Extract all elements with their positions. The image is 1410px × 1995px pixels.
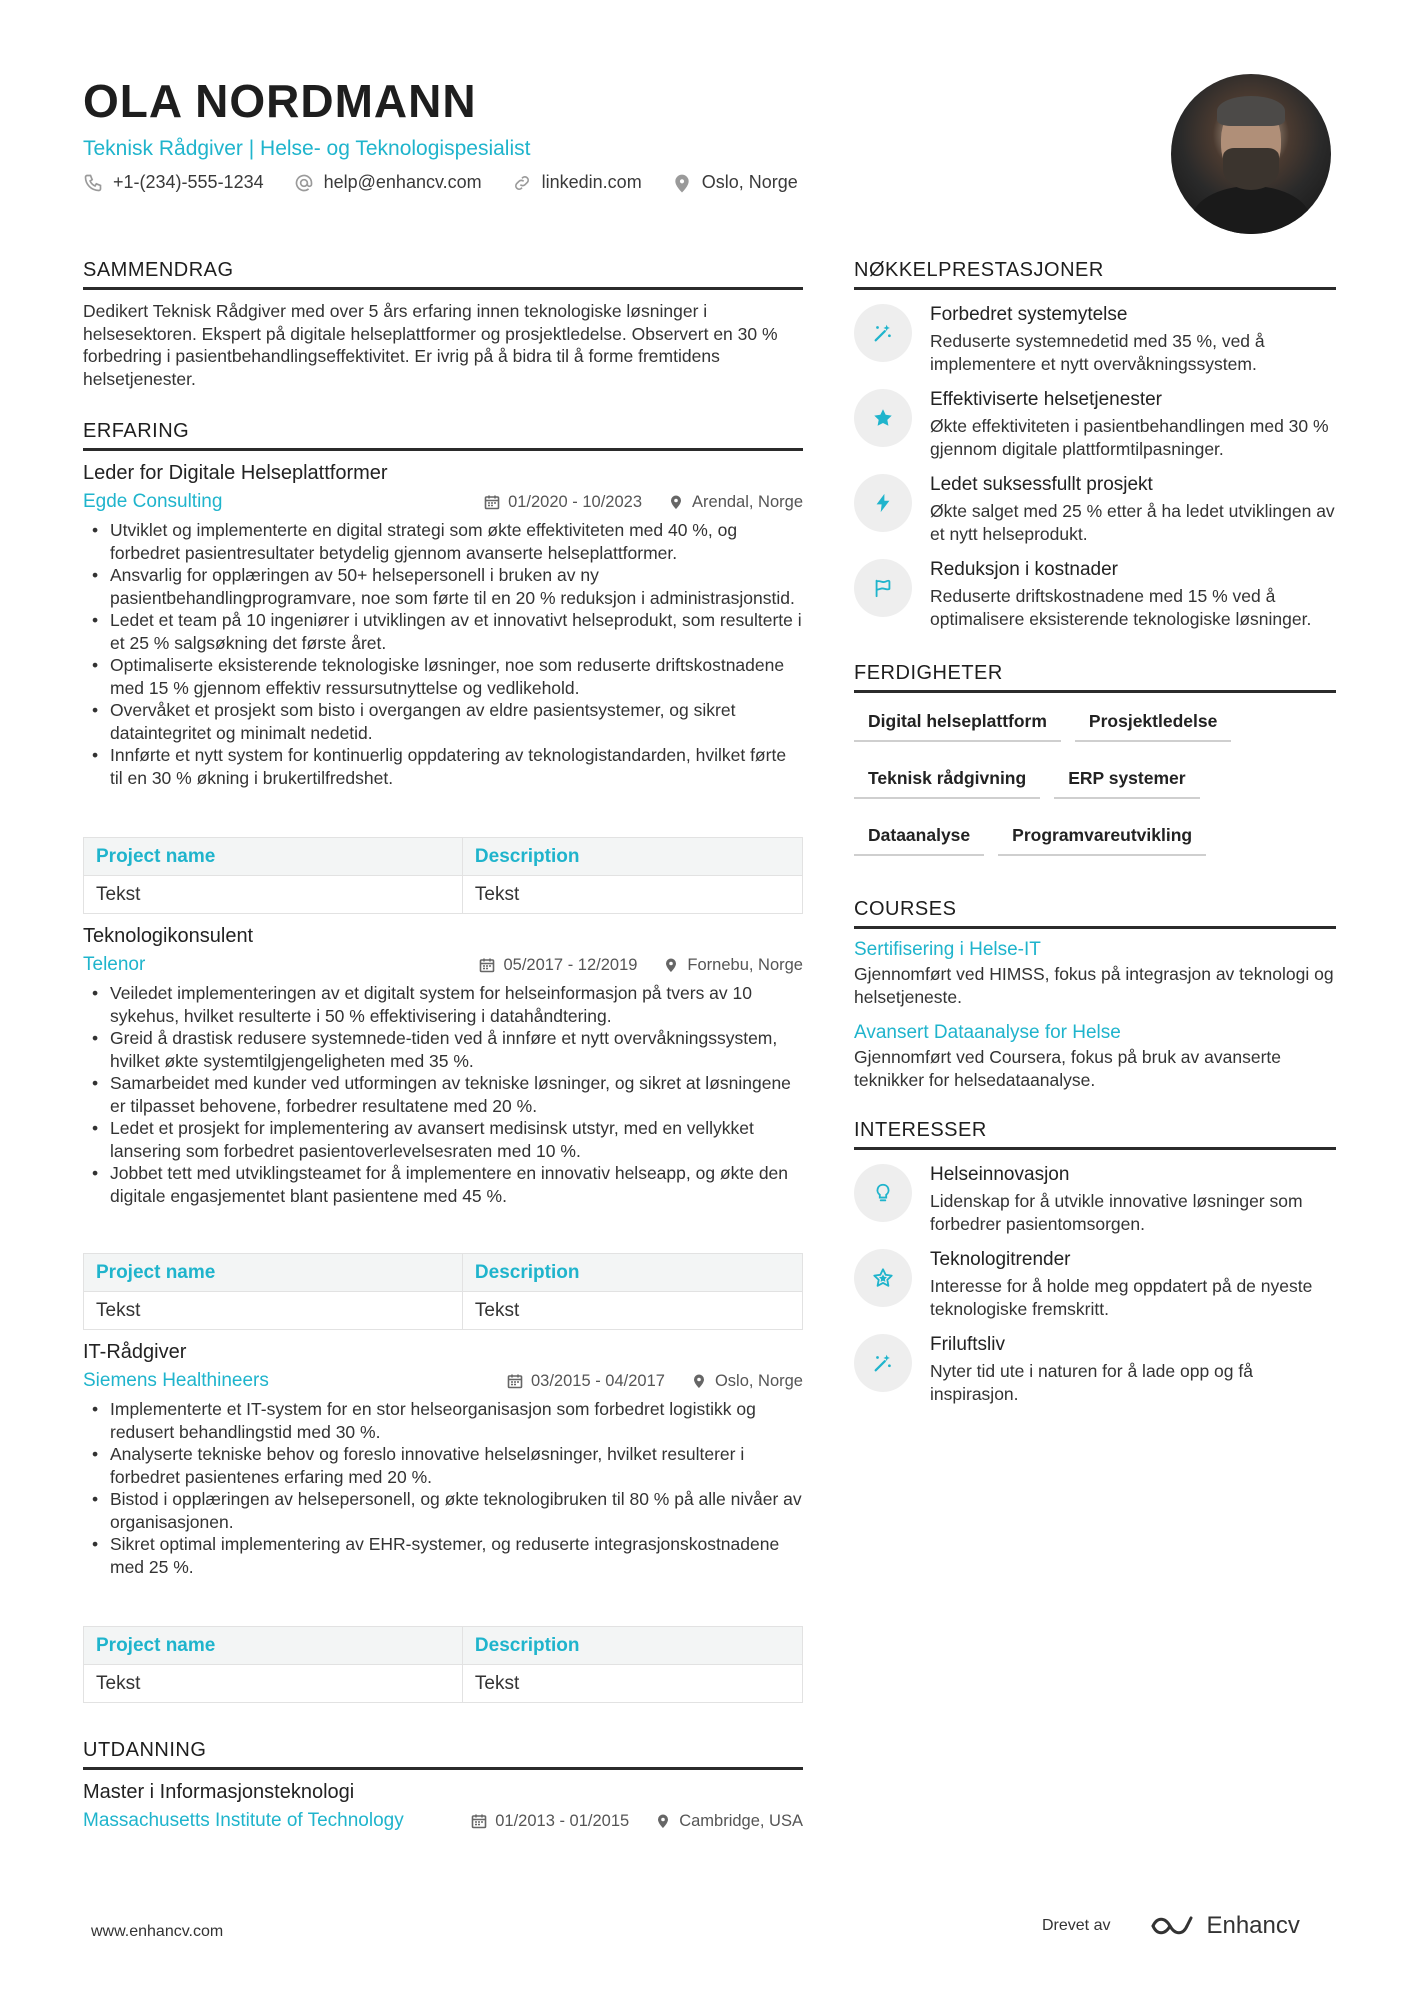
skill-tag: ERP systemer [1054, 764, 1199, 799]
job-bullets [83, 1398, 803, 1578]
project-description-header: Description [462, 1254, 802, 1292]
location-contact [672, 172, 798, 193]
job-meta [83, 952, 803, 978]
project-name-cell: Tekst [84, 1292, 463, 1330]
job-location: Fornebu, Norge [663, 952, 803, 978]
project-description-cell: Tekst [462, 1292, 802, 1330]
star-icon [854, 389, 912, 447]
magic-wand-icon [854, 1334, 912, 1392]
skill-list [854, 707, 1336, 856]
interest-title: Friluftsliv [930, 1334, 1005, 1355]
course-item [854, 1020, 1336, 1091]
skills-heading: FERDIGHETER [854, 660, 1336, 693]
achievement-item [854, 387, 1336, 460]
school-name: Massachusetts Institute of Technology [83, 1810, 404, 1831]
course-list [854, 937, 1336, 1091]
location-text: Oslo, Norge [701, 172, 798, 192]
enhancv-logo-text: Enhancv [1206, 1912, 1300, 1939]
interests-heading: INTERESSER [854, 1117, 1336, 1150]
project-name-header: Project name [84, 1627, 463, 1665]
achievements-heading: NØKKELPRESTASJONER [854, 257, 1336, 290]
education-heading: UTDANNING [83, 1737, 803, 1770]
project-table-header [84, 838, 803, 876]
job-bullet: • Innførte et nytt system for kontinuerlig oppdatering av teknologistandarden, hvilket førte til en 30 % økning i brukertilfredshet. [83, 744, 803, 789]
location-pin-icon [691, 1373, 707, 1389]
achievement-description: Økte salget med 25 % etter å ha ledet utviklingen av et nytt helseprodukt. [930, 501, 1335, 544]
project-table-row [84, 876, 803, 914]
calendar-icon [507, 1373, 523, 1389]
profile-photo [1171, 74, 1331, 234]
achievement-description: Reduserte driftskostnadene med 15 % ved å optimalisere eksisterende teknologiske løsninger. [930, 586, 1312, 629]
course-description: Gjennomført ved HIMSS, fokus på integrasjon av teknologi og helsetjeneste. [854, 964, 1334, 1007]
course-title: Sertifisering i Helse-IT [854, 939, 1041, 960]
job-bullets [83, 982, 803, 1207]
interest-list [854, 1162, 1336, 1405]
achievements-section [854, 257, 1336, 630]
enhancv-logo[interactable] [1150, 1912, 1299, 1940]
project-description-cell: Tekst [462, 1665, 802, 1703]
candidate-name: OLA NORDMANN [83, 75, 477, 127]
calendar-icon [471, 1813, 487, 1829]
project-table [83, 1253, 803, 1330]
contact-row [83, 172, 1143, 193]
job-title: IT-Rådgiver [83, 1341, 187, 1363]
phone-icon [83, 173, 103, 193]
job-meta [83, 489, 803, 515]
project-table-row [84, 1665, 803, 1703]
job-bullet: • Utviklet og implementerte en digital strategi som økte effektiviteten med 40 %, og forbedret pasientresultater betydelig gjennom avanserte helseplattformer. [83, 519, 803, 564]
project-table-header [84, 1627, 803, 1665]
education-meta [83, 1808, 803, 1834]
star-badge-icon [854, 1249, 912, 1307]
candidate-subtitle: Teknisk Rådgiver | Helse- og Teknologispesialist [83, 137, 531, 160]
achievement-title: Effektiviserte helsetjenester [930, 389, 1162, 410]
education-section [83, 1737, 803, 1834]
job-dates: 03/2015 - 04/2017 [507, 1368, 665, 1394]
project-name-header: Project name [84, 1254, 463, 1292]
company-name: Siemens Healthineers [83, 1370, 269, 1391]
job-bullet: • Implementerte et IT-system for en stor helseorganisasjon som forbedret logistikk og redusert behandlingstid med 30 %. [83, 1398, 803, 1443]
company-name: Telenor [83, 954, 146, 975]
calendar-icon [479, 957, 495, 973]
job-bullet: • Analyserte tekniske behov og foreslo innovative helseløsninger, hvilket resulterer i forbedret pasientenes erfaring med 20 %. [83, 1443, 803, 1488]
linkedin-text: linkedin.com [541, 172, 642, 192]
skill-tag: Dataanalyse [854, 821, 984, 856]
job-bullet: • Greid å drastisk redusere systemnede-tiden ved å innføre et nytt overvåkningssystem, hvilket økte systemtilgjengeligheten med 35 %. [83, 1027, 803, 1072]
course-title: Avansert Dataanalyse for Helse [854, 1022, 1121, 1043]
job-dates: 01/2020 - 10/2023 [484, 489, 642, 515]
achievement-item [854, 472, 1336, 545]
job-bullet: • Veiledet implementeringen av et digitalt system for helseinformasjon på tvers av 10 sykehus, hvilket resulterte i 50 % effektivisering i datahåndtering. [83, 982, 803, 1027]
job-location: Oslo, Norge [691, 1368, 803, 1394]
job-list [83, 459, 803, 1703]
interest-description: Nyter tid ute i naturen for å lade opp og få inspirasjon. [930, 1361, 1253, 1404]
email-contact[interactable] [294, 172, 482, 193]
right-column [854, 257, 1336, 1427]
project-name-cell: Tekst [84, 1665, 463, 1703]
interest-description: Interesse for å holde meg oppdatert på de nyeste teknologiske fremskritt. [930, 1276, 1313, 1319]
job-bullet: • Samarbeidet med kunder ved utformingen av tekniske løsninger, og sikret at løsningene er tilpasset behovene, forbedrer resultatene med 20 %. [83, 1072, 803, 1117]
course-description: Gjennomført ved Coursera, fokus på bruk av avanserte teknikker for helsedataanalyse. [854, 1047, 1282, 1090]
at-icon [294, 173, 314, 193]
email-text: help@enhancv.com [323, 172, 482, 192]
location-pin-icon [668, 494, 684, 510]
job-bullet: • Bistod i opplæringen av helsepersonell, og økte teknologibruken til 80 % på alle nivåer av organisasjonen. [83, 1488, 803, 1533]
achievement-title: Forbedret systemytelse [930, 304, 1128, 325]
summary-heading: SAMMENDRAG [83, 257, 803, 290]
enhancv-logo-icon [1150, 1913, 1196, 1939]
footer-brand [1042, 1912, 1300, 1940]
courses-section [854, 896, 1336, 1091]
education-location: Cambridge, USA [655, 1808, 803, 1834]
job-meta [83, 1368, 803, 1394]
job-entry [83, 459, 803, 914]
job-bullet: • Jobbet tett med utviklingsteamet for å implementere en innovativ helseapp, og økte den digitale engasjementet blant pasientene med 45 %. [83, 1162, 803, 1207]
job-bullet: • Ledet et team på 10 ingeniører i utviklingen av et innovativt helseprodukt, som resulterte i et 25 % salgsøkning det første året. [83, 609, 803, 654]
lightbulb-icon [854, 1164, 912, 1222]
job-title: Leder for Digitale Helseplattformer [83, 462, 388, 484]
achievement-item [854, 557, 1336, 630]
location-pin-icon [655, 1813, 671, 1829]
skill-tag: Prosjektledelse [1075, 707, 1231, 742]
calendar-icon [484, 494, 500, 510]
project-table-header [84, 1254, 803, 1292]
interest-title: Teknologitrender [930, 1249, 1071, 1270]
project-name-header: Project name [84, 838, 463, 876]
job-title: Teknologikonsulent [83, 925, 254, 947]
interest-item [854, 1332, 1336, 1405]
achievement-list [854, 302, 1336, 630]
achievement-description: Økte effektiviteten i pasientbehandlingen med 30 % gjennom digitale plattformtilpasninger. [930, 416, 1329, 459]
resume-header [83, 72, 1143, 193]
job-bullets [83, 519, 803, 789]
location-pin-icon [672, 173, 692, 193]
location-pin-icon [663, 957, 679, 973]
project-description-header: Description [462, 1627, 802, 1665]
job-bullet: • Ansvarlig for opplæringen av 50+ helsepersonell i bruken av ny pasientbehandlingprogramvare, noe som førte til en 20 % reduksjon i administrasjonstid. [83, 564, 803, 609]
job-entry [83, 922, 803, 1330]
achievement-title: Ledet suksessfullt prosjekt [930, 474, 1153, 495]
powered-by-text: Drevet av [1042, 1917, 1111, 1934]
job-bullet: • Overvåket et prosjekt som bisto i overgangen av eldre pasientsystemer, og sikret dataintegritet og minimalt nedetid. [83, 699, 803, 744]
course-item [854, 937, 1336, 1008]
interest-item [854, 1247, 1336, 1320]
skills-section [854, 660, 1336, 856]
courses-heading: COURSES [854, 896, 1336, 929]
achievement-item [854, 302, 1336, 375]
interest-description: Lidenskap for å utvikle innovative løsninger som forbedrer pasientomsorgen. [930, 1191, 1303, 1234]
flag-icon [854, 559, 912, 617]
project-name-cell: Tekst [84, 876, 463, 914]
footer-website[interactable]: www.enhancv.com [91, 1923, 224, 1940]
link-icon [512, 173, 532, 193]
skill-tag: Digital helseplattform [854, 707, 1061, 742]
achievement-title: Reduksjon i kostnader [930, 559, 1118, 580]
phone-contact[interactable] [83, 172, 264, 193]
phone-text: +1-(234)-555-1234 [113, 172, 264, 192]
magic-wand-icon [854, 304, 912, 362]
summary-text: Dedikert Teknisk Rådgiver med over 5 års erfaring innen teknologiske løsninger i helsesektoren. Ekspert på digitale helseplattformer og prosjektledelse. Observert en 30 % forbedring i pasientbehandlingseffektivitet. Er ivrig på å bidra til å forme fremtidens helsetjenester. [83, 301, 778, 389]
left-column [83, 257, 803, 1856]
interest-item [854, 1162, 1336, 1235]
interests-section [854, 1117, 1336, 1405]
project-description-header: Description [462, 838, 802, 876]
linkedin-contact[interactable] [512, 172, 642, 193]
achievement-description: Reduserte systemnedetid med 35 %, ved å implementere et nytt overvåkningssystem. [930, 331, 1265, 374]
skill-tag: Teknisk rådgivning [854, 764, 1040, 799]
company-name: Egde Consulting [83, 491, 223, 512]
experience-section [83, 418, 803, 1703]
skill-tag: Programvareutvikling [998, 821, 1206, 856]
project-table-row [84, 1292, 803, 1330]
summary-section [83, 257, 803, 390]
job-entry [83, 1338, 803, 1703]
project-table [83, 837, 803, 914]
degree-title: Master i Informasjonsteknologi [83, 1781, 355, 1803]
interest-title: Helseinnovasjon [930, 1164, 1070, 1185]
job-bullet: • Optimaliserte eksisterende teknologiske løsninger, noe som reduserte driftskostnadene med 15 % gjennom effektiv ressursutnyttelse og vedlikehold. [83, 654, 803, 699]
job-dates: 05/2017 - 12/2019 [479, 952, 637, 978]
job-bullet: • Sikret optimal implementering av EHR-systemer, og reduserte integrasjonskostnadene med 25 %. [83, 1533, 803, 1578]
job-location: Arendal, Norge [668, 489, 803, 515]
education-dates: 01/2013 - 01/2015 [471, 1808, 629, 1834]
project-description-cell: Tekst [462, 876, 802, 914]
project-table [83, 1626, 803, 1703]
lightning-icon [854, 474, 912, 532]
job-bullet: • Ledet et prosjekt for implementering av avansert medisinsk utstyr, med en vellykket lansering som forbedret pasientoverlevelsesraten med 10 %. [83, 1117, 803, 1162]
experience-heading: ERFARING [83, 418, 803, 451]
